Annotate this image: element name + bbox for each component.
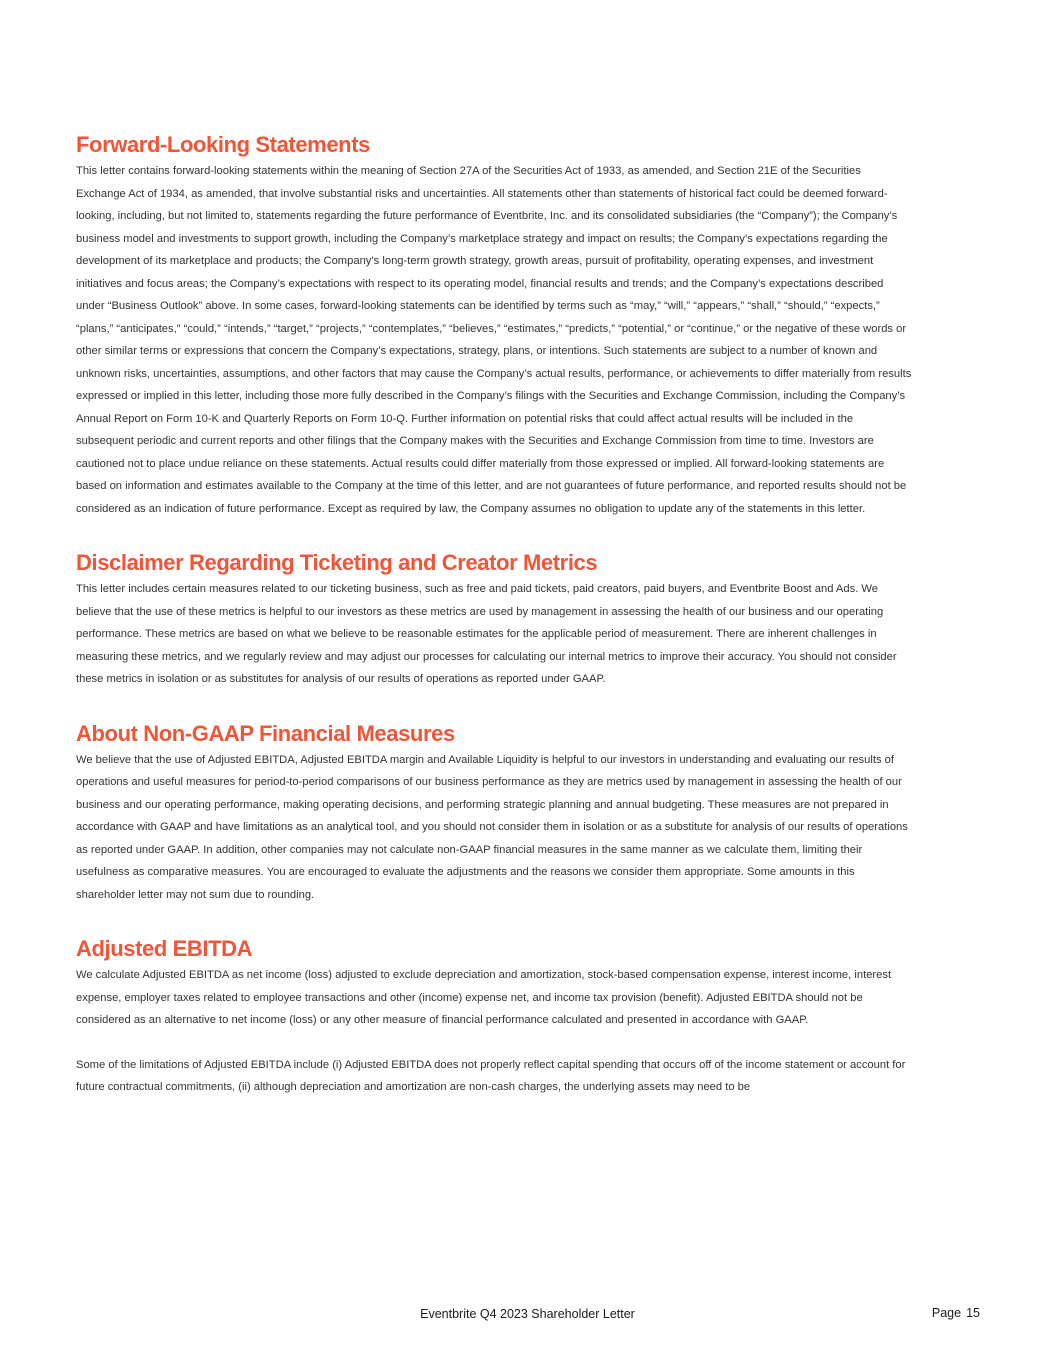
section-heading: Forward-Looking Statements <box>76 132 370 157</box>
footer-title: Eventbrite Q4 2023 Shareholder Letter <box>420 1307 635 1321</box>
section-adjusted-ebitda <box>76 936 912 1099</box>
page-number <box>932 1306 980 1320</box>
document-body <box>76 132 912 1099</box>
section-paragraph: This letter contains forward-looking statements within the meaning of Section 27A of the Securities Act of 1933, as amended, and Section 21E of the Securities Exchange Act of 1934, as amended, that involve substantial risks and uncertainties. All statements other than statements of historical fact could be deemed forward-looking, including, but not limited to, statements regarding the future performance of Eventbrite, Inc. and its consolidated subsidiaries (the “Company”); the Company’s business model and investments to support growth, including the Company’s marketplace strategy and impact on results; the Company’s expectations regarding the development of its marketplace and products; the Company’s long-term growth strategy, growth areas, pursuit of profitability, operating expenses, and investment initiatives and focus areas; the Company’s expectations with respect to its operating model, financial results and trends; and the Company’s expectations described under “Business Outlook” above. In some cases, forward-looking statements can be identified by terms such as “may,” “will,” “appears,” “shall,” “should,” “expects,” “plans,” “anticipates,” “could,” “intends,” “target,” “projects,” “contemplates,” “believes,” “estimates,” “predicts,” “potential,” or “continue,” or the negative of these words or other similar terms or expressions that concern the Company’s expectations, strategy, plans, or intentions. Such statements are subject to a number of known and unknown risks, uncertainties, assumptions, and other factors that may cause the Company’s actual results, performance, or achievements to differ materially from results expressed or implied in this letter, including those more fully described in the Company’s filings with the Securities and Exchange Commission, including the Company’s Annual Report on Form 10-K and Quarterly Reports on Form 10-Q. Further information on potential risks that could affect actual results will be included in the subsequent periodic and current reports and other filings that the Company makes with the Securities and Exchange Commission from time to time. Investors are cautioned not to place undue reliance on these statements. Actual results could differ materially from those expressed or implied. All forward-looking statements are based on information and estimates available to the Company at the time of this letter, and are not guarantees of future performance, and reported results should not be considered as an indication of future performance. Except as required by law, the Company assumes no obligation to update any of the statements in this letter. <box>76 165 912 515</box>
section-paragraph: This letter includes certain measures related to our ticketing business, such as free and paid tickets, paid creators, paid buyers, and Eventbrite Boost and Ads. We believe that the use of these metrics is helpful to our investors as these metrics are used by management in assessing the health of our business and our operating performance. These metrics are based on what we believe to be reasonable estimates for the applicable period of measurement. There are inherent challenges in measuring these metrics, and we regularly review and may adjust our processes for calculating our internal metrics to improve their accuracy. You should not consider these metrics in isolation or as substitutes for analysis of our results of operations as reported under GAAP. <box>76 583 897 685</box>
page-number-value: 15 <box>966 1306 980 1320</box>
section-forward-looking-statements <box>76 132 912 520</box>
section-paragraph: We believe that the use of Adjusted EBITDA, Adjusted EBITDA margin and Available Liquidity is helpful to our investors in understanding and evaluating our results of operations and useful measures for period-to-period comparisons of our business performance as they are metrics used by management in assessing the health of our business and our operating performance, making operating decisions, and performing strategic planning and annual budgeting. These measures are not prepared in accordance with GAAP and have limitations as an analytical tool, and you should not consider them in isolation or as a substitute for analysis of our results of operations as reported under GAAP. In addition, other companies may not calculate non-GAAP financial measures in the same manner as we calculate them, limiting their usefulness as comparative measures. You are encouraged to evaluate the adjustments and the reasons we consider them appropriate. Some amounts in this shareholder letter may not sum due to rounding. <box>76 753 908 901</box>
section-heading: Disclaimer Regarding Ticketing and Creator Metrics <box>76 550 598 575</box>
section-heading: Adjusted EBITDA <box>76 936 253 961</box>
section-paragraph: Some of the limitations of Adjusted EBITDA include (i) Adjusted EBITDA does not properly reflect capital spending that occurs off of the income statement or account for future contractual commitments, (ii) although depreciation and amortization are non-cash charges, the underlying assets may need to be <box>76 1058 906 1093</box>
page-label: Page <box>931 1306 962 1320</box>
section-ticketing-metrics-disclaimer <box>76 550 912 691</box>
section-paragraph: We calculate Adjusted EBITDA as net income (loss) adjusted to exclude depreciation and amortization, stock-based compensation expense, interest income, interest expense, employer taxes related to employee transactions and other (income) expense net, and income tax provision (benefit). Adjusted EBITDA should not be considered as an alternative to net income (loss) or any other measure of financial performance calculated and presented in accordance with GAAP. <box>76 969 892 1026</box>
section-heading: About Non-GAAP Financial Measures <box>76 720 455 746</box>
section-non-gaap-measures <box>76 721 912 907</box>
